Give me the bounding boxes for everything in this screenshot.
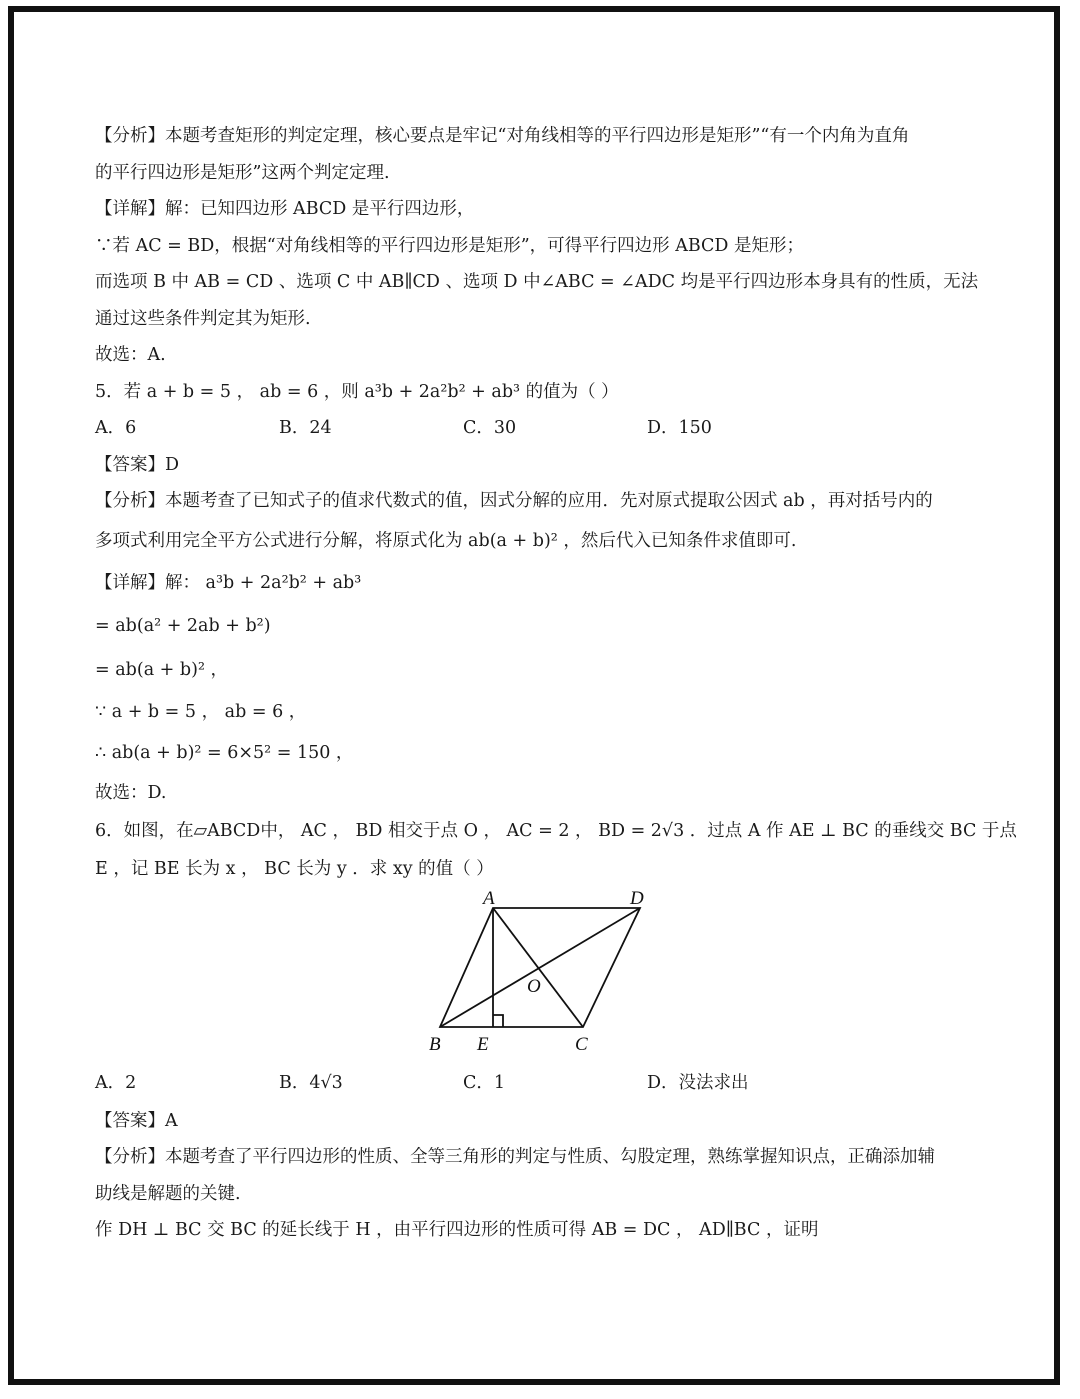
solution-line: 作 DH ⊥ BC 交 BC 的延长线于 H ，由平行四边形的性质可得 AB = DC ， AD∥BC ，证明 [95, 1220, 819, 1240]
option-b: B．4√3 [279, 1072, 343, 1093]
option-c: C．30 [463, 418, 517, 438]
analysis-line: 【分析】本题考查了已知式子的值求代数式的值，因式分解的应用．先对原式提取公因式 ab ，再对括号内的 [95, 491, 933, 511]
document-body [95, 118, 1017, 1249]
analysis-line: 多项式利用完全平方公式进行分解，将原式化为 ab(a + b)² ，然后代入已知条件求值即可. [95, 530, 797, 551]
question-5-options [95, 410, 995, 447]
option-a: A．6 [95, 418, 137, 438]
diagonal-bd [440, 908, 640, 1027]
question-6-options [95, 1063, 995, 1103]
label-d: D [630, 887, 644, 909]
diagonal-ac [493, 908, 583, 1027]
answer-line: 故选：A. [95, 345, 166, 365]
formula-step: ∵ a + b = 5 ， ab = 6 ， [95, 701, 307, 722]
right-angle-mark [493, 1015, 503, 1027]
formula-step: ∴ ab(a + b)² = 6×5² = 150 ， [95, 742, 354, 763]
parallelogram-diagram [425, 888, 665, 1058]
option-b: B．24 [279, 418, 332, 438]
analysis-line: 助线是解题的关键. [95, 1183, 241, 1204]
detail-line: 【详解】解： a³b + 2a²b² + ab³ [95, 572, 362, 593]
label-e: E [477, 1033, 489, 1055]
label-c: C [575, 1033, 588, 1055]
option-d: D．150 [647, 418, 712, 438]
parallelogram-figure [95, 888, 995, 1063]
option-c: C．1 [463, 1072, 506, 1093]
analysis-line: 的平行四边形是矩形”这两个判定定理. [95, 162, 390, 183]
question-5-stem: 5．若 a + b = 5 ， ab = 6 ，则 a³b + 2a²b² + ab³ 的值为（ ） [95, 381, 619, 402]
detail-line: ∵若 AC = BD，根据“对角线相等的平行四边形是矩形”，可得平行四边形 ABCD 是矩形； [95, 235, 805, 256]
answer-line: 【答案】D [95, 454, 180, 475]
option-d: D．没法求出 [647, 1072, 749, 1093]
label-o: O [527, 975, 541, 997]
question-6-stem: E ，记 BE 长为 x ， BC 长为 y ．求 xy 的值（ ） [95, 858, 494, 879]
answer-line: 故选：D. [95, 782, 167, 803]
formula-step: = ab(a² + 2ab + b²) [95, 615, 271, 636]
question-6-stem: 6．如图，在▱ABCD中， AC ， BD 相交于点 O ， AC = 2 ， BD = 2√3 ．过点 A 作 AE ⊥ BC 的垂线交 BC 于点 [95, 820, 1017, 841]
analysis-line: 【分析】本题考查了平行四边形的性质、全等三角形的判定与性质、勾股定理，熟练掌握知识点，正确添加辅 [95, 1147, 935, 1167]
detail-line: 通过这些条件判定其为矩形. [95, 308, 311, 329]
analysis-line: 【分析】本题考查矩形的判定定理，核心要点是牢记“对角线相等的平行四边形是矩形”“有一个内角为直角 [95, 126, 910, 146]
option-a: A．2 [95, 1072, 137, 1093]
detail-line: 【详解】解：已知四边形 ABCD 是平行四边形， [95, 199, 475, 219]
label-a: A [483, 887, 495, 909]
formula-step: = ab(a + b)² ， [95, 659, 229, 680]
label-b: B [429, 1033, 441, 1055]
answer-line: 【答案】A [95, 1110, 178, 1131]
detail-line: 而选项 B 中 AB = CD 、选项 C 中 AB∥CD 、选项 D 中∠ABC = ∠ADC 均是平行四边形本身具有的性质，无法 [95, 272, 979, 292]
